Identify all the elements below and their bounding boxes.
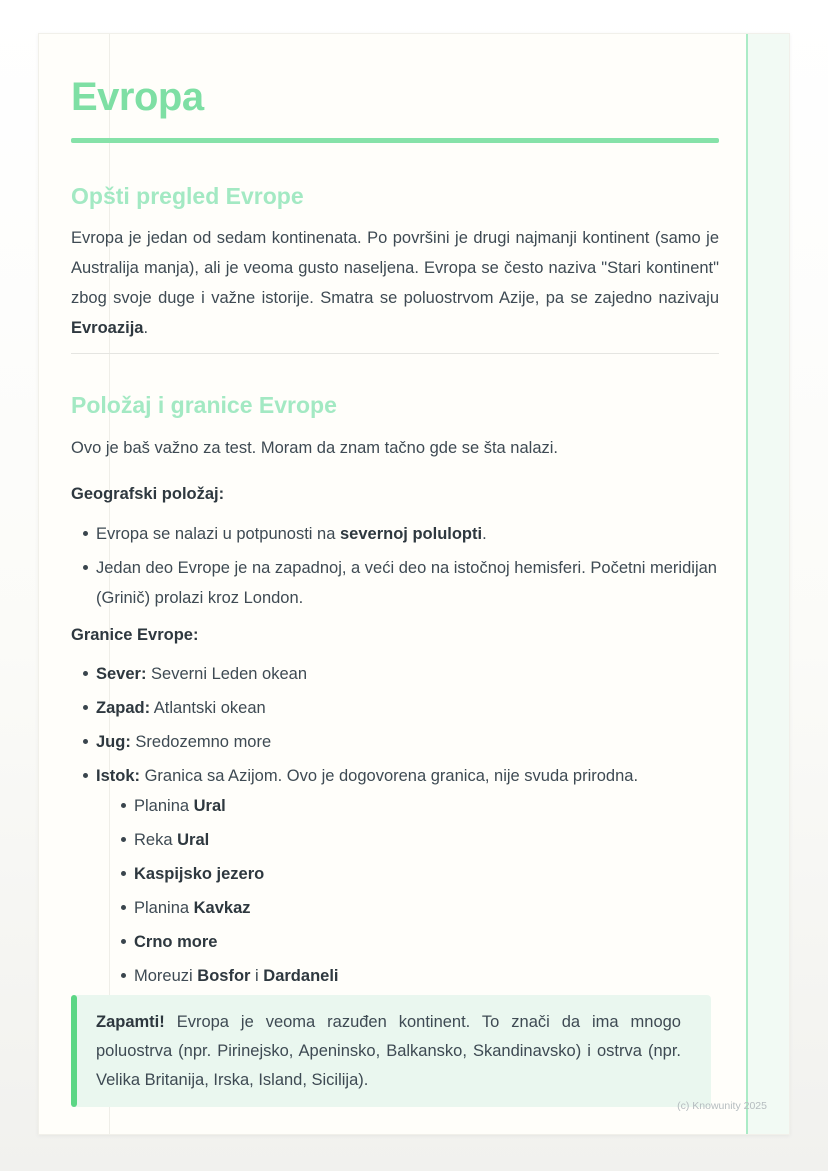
geographic-position-label: Geografski položaj: xyxy=(71,485,225,503)
position-intro-paragraph: Ovo je baš važno za test. Moram da znam tačno gde se šta nalazi. xyxy=(71,439,558,457)
text: Moreuzi xyxy=(134,967,198,985)
callout-zapamti xyxy=(71,995,711,1107)
text: Planina xyxy=(134,797,194,815)
bold-text: Bosfor xyxy=(197,967,251,985)
note-page xyxy=(38,33,790,1135)
bold-text: Sever: xyxy=(96,665,147,683)
bold-text: Ural xyxy=(193,797,226,815)
text: Evropa je jedan od sedam kontinenata. Po površini je drugi najmanji kontinent (samo je Australija manja), ali je veoma gusto naseljena. Evropa se često naziva "Stari kontinent" zbog svoje duge i važne istorije. Smatra se poluostrvom Azije, pa se zajedno nazivaju xyxy=(71,229,719,307)
geographic-position-list xyxy=(71,519,719,613)
bold-text: Crno more xyxy=(134,933,218,951)
text: Granica sa Azijom. Ovo je dogovorena granica, nije svuda prirodna. xyxy=(140,767,639,785)
page-title: Evropa xyxy=(71,75,204,119)
bold-text: Zapamti! xyxy=(96,1013,165,1031)
text: Severni Leden okean xyxy=(146,665,307,683)
text: . xyxy=(143,319,149,337)
bold-text: Kaspijsko jezero xyxy=(134,865,265,883)
text: Sredozemno more xyxy=(130,733,272,751)
bold-text: Istok: xyxy=(96,767,141,785)
title-underline xyxy=(71,138,719,143)
right-accent-strip xyxy=(746,34,789,1134)
list-item xyxy=(96,659,719,689)
list-item xyxy=(134,893,719,923)
page-content xyxy=(71,34,719,1107)
bold-text: Ural xyxy=(177,831,210,849)
callout-text xyxy=(96,1008,681,1095)
bold-text: Jug: xyxy=(96,733,131,751)
list-item xyxy=(134,825,719,855)
text: Atlantski okean xyxy=(150,699,266,717)
text: Evropa je veoma razuđen kontinent. To znači da ima mnogo poluostrva (npr. Pirinejsko, Apeninsko, Balkansko, Skandinavsko) i ostrva (npr. Velika Britanija, Irska, Island, Sicilija). xyxy=(96,1013,681,1089)
section-heading-position: Položaj i granice Evrope xyxy=(71,392,337,418)
text: i xyxy=(250,967,264,985)
text: Evropa se nalazi u potpunosti na xyxy=(96,525,340,543)
overview-paragraph xyxy=(71,223,719,343)
list-item xyxy=(96,693,719,723)
section-divider xyxy=(71,353,719,354)
list-item xyxy=(96,553,719,613)
list-item xyxy=(134,859,719,889)
copyright-footer: (c) Knowunity 2025 xyxy=(677,1100,767,1112)
list-item xyxy=(96,727,719,757)
bold-text: Dardaneli xyxy=(263,967,339,985)
list-item xyxy=(134,927,719,957)
text: . xyxy=(482,525,487,543)
borders-list xyxy=(71,659,719,991)
bold-text: Kavkaz xyxy=(193,899,251,917)
text: Reka xyxy=(134,831,178,849)
text: Planina xyxy=(134,899,194,917)
list-item xyxy=(96,761,719,991)
borders-label: Granice Evrope: xyxy=(71,626,199,644)
bold-text: Zapad: xyxy=(96,699,151,717)
bold-text: severnoj polulopti xyxy=(340,525,483,543)
nested-list xyxy=(109,791,719,991)
section-heading-overview: Opšti pregled Evrope xyxy=(71,183,304,209)
list-item xyxy=(134,961,719,991)
text: Jedan deo Evrope je na zapadnoj, a veći deo na istočnoj hemisferi. Početni meridijan (Grinič) prolazi kroz London. xyxy=(96,559,717,607)
list-item xyxy=(96,519,719,549)
bold-text: Evroazija xyxy=(71,319,144,337)
list-item xyxy=(134,791,719,821)
